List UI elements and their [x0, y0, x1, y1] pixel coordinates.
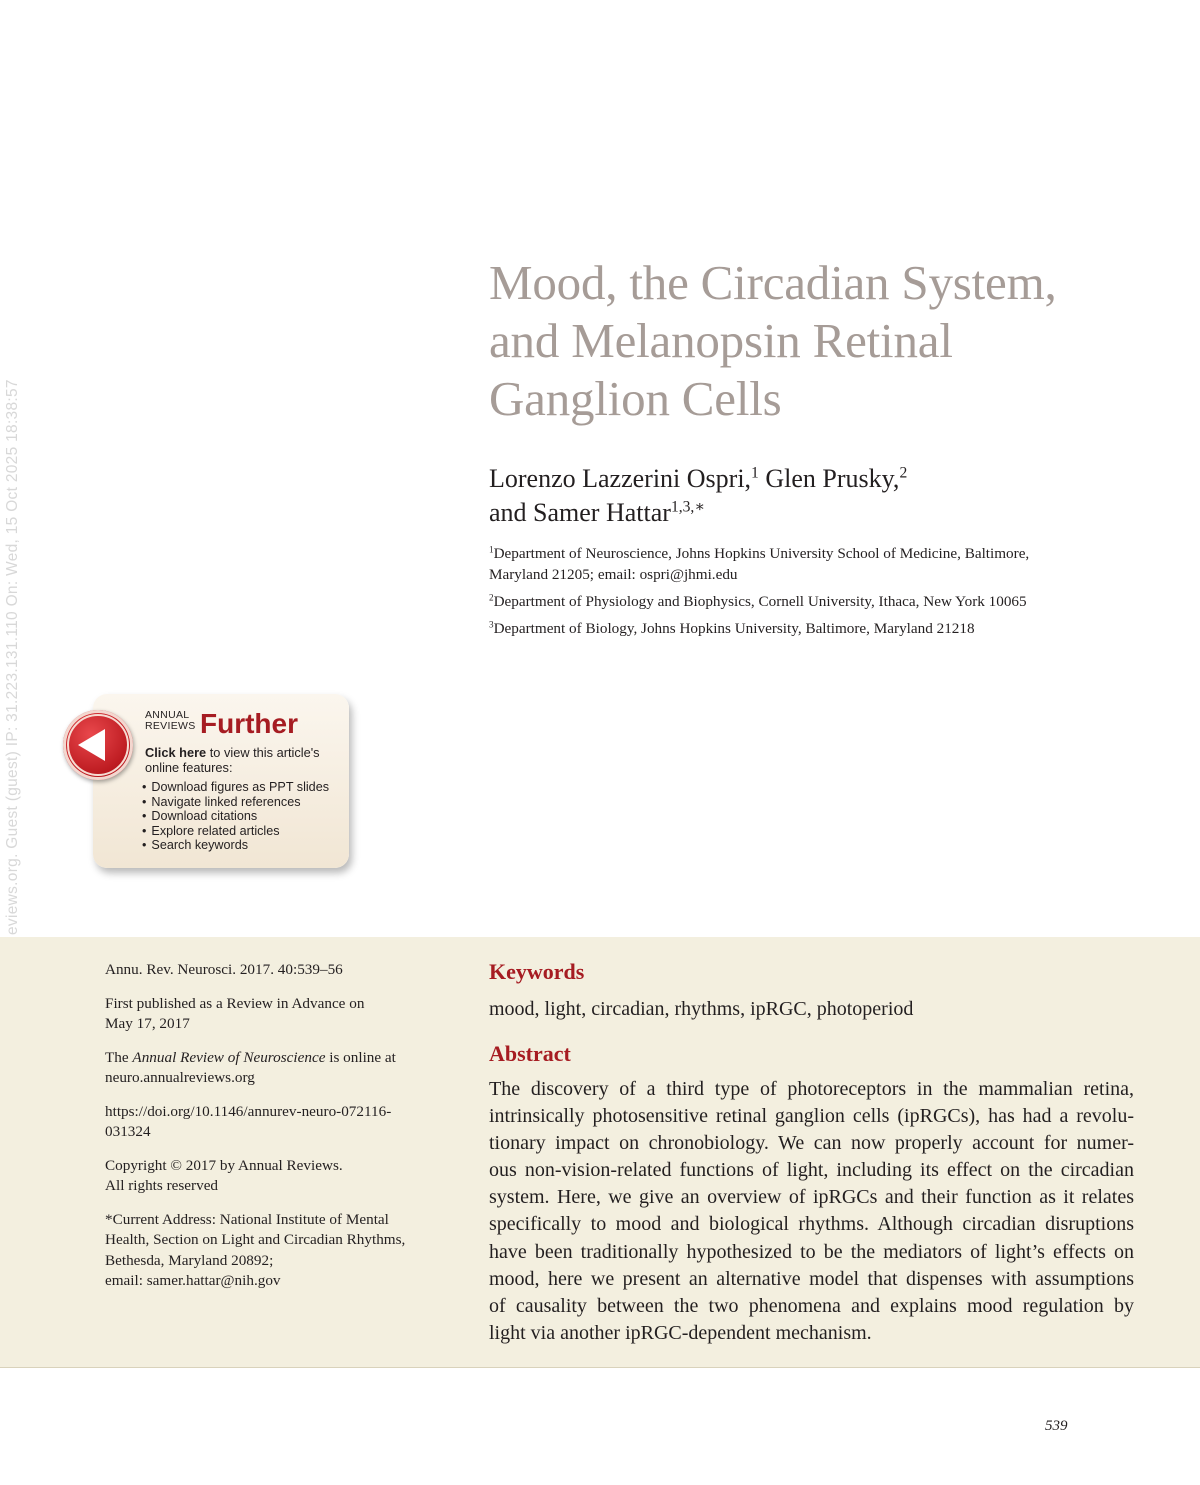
further-feature-item: • Download figures as PPT slides [142, 780, 329, 795]
current-address-line: Bethesda, Maryland 20892; [105, 1251, 274, 1269]
first-published-date: May 17, 2017 [105, 1015, 190, 1032]
intro-text: online features: [145, 760, 233, 775]
affiliation-number: 3 [489, 619, 494, 630]
title-line: and Melanopsin Retinal [489, 313, 953, 368]
affiliation-line [489, 591, 1109, 612]
keywords-heading: Keywords [489, 959, 585, 984]
author-line [489, 496, 1129, 530]
further-feature-item: • Navigate linked references [142, 795, 329, 810]
citation-text: Annu. Rev. Neurosci. 2017. 40:539–56 [105, 961, 343, 978]
online-info [105, 1048, 455, 1089]
online-text: The [105, 1048, 133, 1066]
author-affil-sup: 2 [899, 464, 908, 482]
author-list [489, 462, 1129, 530]
doi [105, 1102, 455, 1143]
title-line: Mood, the Circadian System, [489, 255, 1057, 310]
abstract-line: light via another ipRGC-dependent mechanism. [489, 1321, 872, 1344]
affiliation-text: Department of Physiology and Biophysics, Cornell University, Ithaca, New York 10065 [493, 593, 1027, 610]
affiliation-item [489, 618, 1109, 639]
page-number: 539 [1045, 1418, 1068, 1434]
affiliation-line [489, 543, 1109, 564]
doi-link[interactable]: https://doi.org/10.1146/annurev-neuro-072116- [105, 1102, 392, 1120]
first-published-text: First published as a Review in Advance on [105, 994, 365, 1012]
abstract-line: ous non-vision-related functions of light, including its effect on the circadian [489, 1159, 1134, 1182]
abstract-line: system. Here, we give an overview of ipRGCs and their function as it relates [489, 1186, 1134, 1209]
author-affil-sup: 1,3,∗ [670, 498, 705, 516]
contact-email[interactable]: email: samer.hattar@nih.gov [105, 1272, 281, 1289]
author-name: Lorenzo Lazzerini Ospri, [489, 464, 752, 493]
online-text: is online at [325, 1048, 396, 1066]
article-metadata [105, 960, 455, 1305]
click-here-link[interactable]: Click here [145, 745, 207, 760]
author-name: and Samer Hattar [489, 498, 671, 527]
affiliation-text: Department of Biology, Johns Hopkins University, Baltimore, Maryland 21218 [493, 620, 975, 637]
abstract-line: intrinsically photosensitive retinal ganglion cells (ipRGCs), has had a revolu- [489, 1105, 1134, 1128]
annual-reviews-logo [145, 710, 196, 732]
abstract-line: mood, here we present an alternative model that dispenses with assumptions [489, 1267, 1134, 1290]
current-address-line: Health, Section on Light and Circadian Rhythms, [105, 1231, 406, 1248]
author-name: Glen Prusky, [758, 464, 900, 493]
article-title [489, 254, 1129, 428]
further-feature-item: • Search keywords [142, 838, 329, 853]
abstract-body [489, 1076, 1134, 1347]
affiliation-number: 2 [489, 592, 494, 603]
logo-line: REVIEWS [145, 720, 196, 732]
affiliation-line [489, 618, 1109, 639]
further-intro [145, 745, 345, 775]
affiliation-number: 1 [489, 544, 494, 555]
copyright-text: Copyright © 2017 by Annual Reviews. [105, 1156, 343, 1174]
further-features-list [142, 780, 329, 853]
current-address-line: *Current Address: National Institute of Mental [105, 1210, 389, 1228]
author-line [489, 462, 1129, 496]
further-heading: Further [200, 708, 298, 739]
copyright-text: All rights reserved [105, 1177, 219, 1194]
abstract-line: tionary impact on chronobiology. We can now properly account for numer- [489, 1132, 1134, 1155]
citation [105, 960, 455, 981]
keywords-list: mood, light, circadian, rhythms, ipRGC, photoperiod [489, 998, 914, 1020]
affiliation-line: Maryland 21205; email: ospri@jhmi.edu [489, 566, 738, 583]
back-arrow-icon[interactable] [63, 710, 133, 780]
author-affil-sup: 1 [751, 464, 759, 482]
logo-line: ANNUAL [145, 709, 190, 721]
further-feature-item: • Download citations [142, 809, 329, 824]
copyright [105, 1156, 455, 1197]
abstract-line: specifically to mood and biological rhythms. Although circadian disruptions [489, 1213, 1134, 1236]
affiliations [489, 543, 1109, 645]
current-address [105, 1210, 455, 1292]
abstract-line: The discovery of a third type of photoreceptors in the mammalian retina, [489, 1078, 1134, 1100]
title-line: Ganglion Cells [489, 371, 782, 426]
affiliation-item [489, 591, 1109, 612]
first-published [105, 994, 455, 1035]
affiliation-item [489, 543, 1109, 585]
abstract-line: of causality between the two phenomena and explains mood regulation by [489, 1294, 1134, 1317]
further-feature-item: • Explore related articles [142, 824, 329, 839]
intro-text: to view this article's [206, 745, 320, 760]
download-watermark: eviews.org. Guest (guest) IP: 31.223.131.110 On: Wed, 15 Oct 2025 18:38:57 [4, 379, 21, 935]
journal-name: Annual Review of Neuroscience [132, 1048, 326, 1066]
abstract-line: have been traditionally hypothesized to be the mediators of light’s effects on [489, 1240, 1134, 1263]
affiliation-text: Department of Neuroscience, Johns Hopkins University School of Medicine, Baltimore, [493, 545, 1030, 562]
journal-url-link[interactable]: neuro.annualreviews.org [105, 1069, 255, 1086]
abstract-heading: Abstract [489, 1041, 571, 1066]
doi-link[interactable]: 031324 [105, 1123, 151, 1140]
